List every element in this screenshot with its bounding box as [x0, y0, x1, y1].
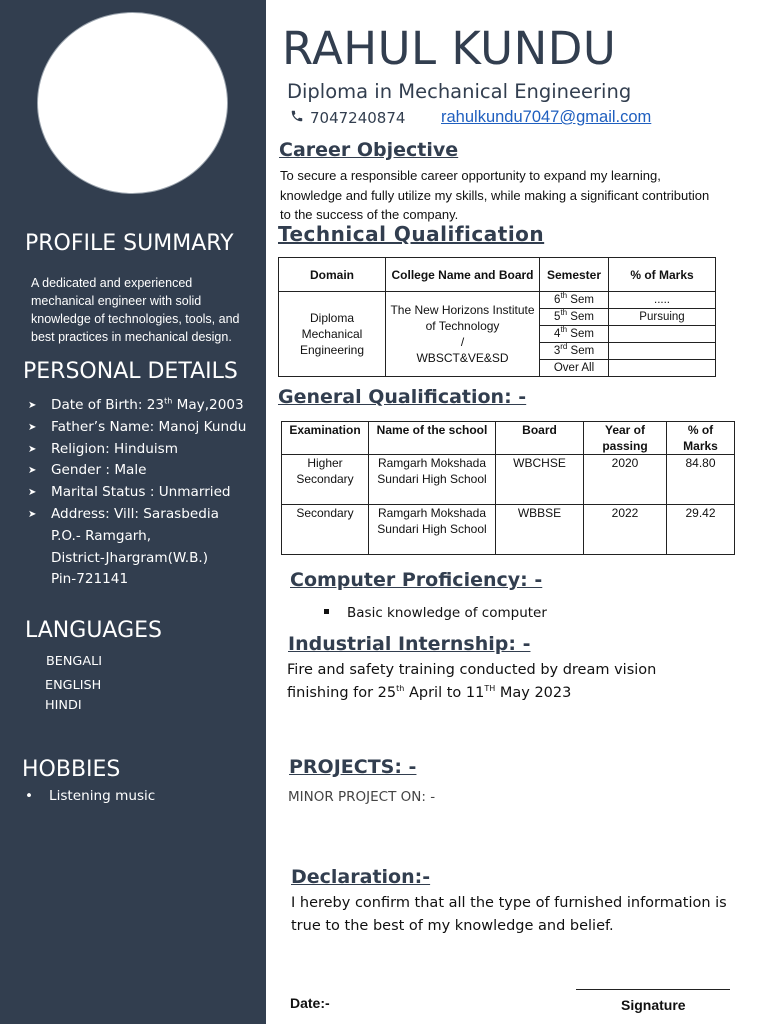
career-objective-heading: Career Objective	[279, 139, 459, 161]
profile-photo-placeholder	[37, 12, 228, 194]
exam-cell: Secondary	[282, 505, 369, 555]
table-header: Year of passing	[584, 422, 667, 455]
language-item: HINDI	[45, 698, 82, 713]
computer-skill-item: Basic knowledge of computer	[324, 605, 547, 621]
semester-cell: 3rd Sem	[540, 343, 609, 360]
projects-heading: PROJECTS: -	[289, 756, 417, 778]
personal-details-list	[28, 395, 264, 591]
date-label: Date:-	[290, 995, 330, 1011]
phone-contact	[290, 109, 405, 127]
technical-qualification-table	[278, 257, 716, 377]
board-cell: WBBSE	[496, 505, 584, 555]
arrow-bullet-icon: ➤	[28, 421, 37, 433]
projects-text: MINOR PROJECT ON: -	[288, 789, 436, 805]
table-header: Examination	[282, 422, 369, 455]
languages-heading: LANGUAGES	[25, 618, 162, 643]
hobbies-heading: HOBBIES	[22, 757, 121, 782]
arrow-bullet-icon: ➤	[28, 508, 37, 520]
computer-proficiency-heading: Computer Proficiency: -	[290, 569, 543, 591]
sidebar	[0, 0, 266, 1024]
marks-cell	[609, 360, 716, 377]
personal-details-heading: PERSONAL DETAILS	[23, 359, 238, 384]
arrow-bullet-icon: ➤	[28, 465, 37, 477]
personal-detail-dob: ➤ Date of Birth: 23th May,2003	[28, 395, 264, 417]
table-header: Board	[496, 422, 584, 455]
signature-label: Signature	[621, 997, 686, 1013]
declaration-text: I hereby confirm that all the type of furnished information is true to the best of my knowledge and belief.	[291, 895, 727, 934]
marks-cell: .....	[609, 292, 716, 309]
personal-detail-father: ➤ Father’s Name: Manoj Kundu	[28, 417, 264, 439]
school-cell: Ramgarh Mokshada Sundari High School	[369, 505, 496, 555]
table-header: % of Marks	[667, 422, 735, 455]
personal-detail-gender: ➤ Gender : Male	[28, 460, 264, 482]
marks-cell: Pursuing	[609, 309, 716, 326]
semester-cell: 6th Sem	[540, 292, 609, 309]
declaration-heading: Declaration:-	[291, 866, 431, 888]
school-cell: Ramgarh Mokshada Sundari High School	[369, 455, 496, 505]
table-header: College Name and Board	[386, 258, 540, 292]
table-header-row	[279, 258, 716, 292]
exam-cell: Higher Secondary	[282, 455, 369, 505]
table-row	[282, 505, 735, 555]
square-bullet-icon	[324, 609, 329, 614]
table-header: Semester	[540, 258, 609, 292]
table-header: Name of the school	[369, 422, 496, 455]
board-cell: WBCHSE	[496, 455, 584, 505]
domain-cell: Diploma Mechanical Engineering	[279, 292, 386, 377]
phone-number: 7047240874	[310, 109, 406, 127]
general-qualification-table	[281, 421, 735, 555]
internship-heading: Industrial Internship: -	[288, 633, 531, 655]
year-cell: 2020	[584, 455, 667, 505]
college-cell: The New Horizons Institute of Technology / WBSCT&VE&SD	[386, 292, 540, 377]
candidate-subtitle: Diploma in Mechanical Engineering	[287, 80, 632, 103]
profile-summary-text: A dedicated and experienced mechanical engineer with solid knowledge of technologies, tools, and best practices in mechanical design.	[31, 276, 240, 344]
semester-cell: 4th Sem	[540, 326, 609, 343]
year-cell: 2022	[584, 505, 667, 555]
table-header-row	[282, 422, 735, 455]
email-link[interactable]: rahulkundu7047@gmail.com	[441, 108, 652, 126]
marks-cell: 84.80	[667, 455, 735, 505]
marks-cell	[609, 326, 716, 343]
personal-detail-marital: ➤ Marital Status : Unmarried	[28, 482, 264, 504]
table-row	[282, 455, 735, 505]
semester-cell: 5th Sem	[540, 309, 609, 326]
language-item: BENGALI	[46, 654, 103, 669]
general-qualification-heading: General Qualification: -	[278, 386, 527, 408]
career-objective-text: To secure a responsible career opportunity to expand my learning, knowledge and fully utilize my skills, while making a significant contribution to the success of the company.	[280, 168, 710, 222]
candidate-name: RAHUL KUNDU	[282, 22, 617, 75]
table-header: Domain	[279, 258, 386, 292]
technical-qualification-heading: Technical Qualification	[278, 222, 545, 246]
personal-detail-address: ➤ Address: Vill: Sarasbedia P.O.- Ramgarh, District-Jhargram(W.B.) Pin-721141	[28, 505, 219, 588]
semester-cell: Over All	[540, 360, 609, 377]
personal-detail-religion: ➤ Religion: Hinduism	[28, 439, 264, 461]
arrow-bullet-icon: ➤	[28, 400, 37, 411]
marks-cell	[609, 343, 716, 360]
hobby-item: • Listening music	[25, 788, 156, 804]
language-item: ENGLISH	[45, 678, 102, 693]
phone-icon	[290, 109, 304, 127]
profile-summary-heading: PROFILE SUMMARY	[25, 231, 234, 256]
arrow-bullet-icon: ➤	[28, 443, 37, 455]
arrow-bullet-icon: ➤	[28, 487, 37, 499]
table-header: % of Marks	[609, 258, 716, 292]
internship-text: Fire and safety training conducted by dream vision finishing for 25th April to 11TH May 2023	[287, 662, 657, 701]
signature-line	[576, 989, 730, 990]
marks-cell: 29.42	[667, 505, 735, 555]
table-row	[279, 292, 716, 309]
